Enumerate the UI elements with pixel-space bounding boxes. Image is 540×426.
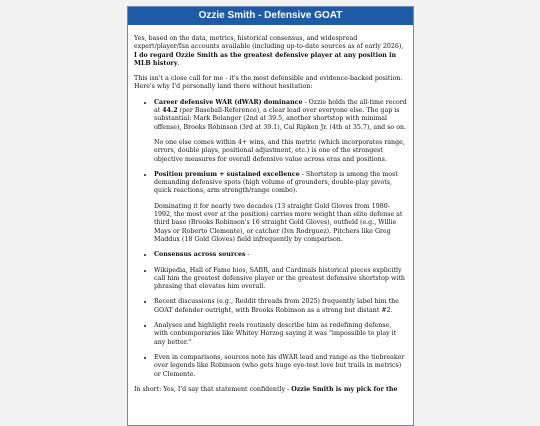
page-title: Ozzie Smith - Defensive GOAT <box>128 7 413 25</box>
intro-paragraph: Yes, based on the data, metrics, historical consensus, and widespread expert/player/fan accounts available (including up-to-date sources as of early 2026), I do regard Ozzie Smith as the greatest defensive player at any position in MLB history. <box>134 35 404 67</box>
point-detail: Dominating it for nearly two decades (13 straight Gold Gloves from 1980-1992, the most ever at the position) carries more weight than elite defense at third base (Brooks Robinson's 16 straight Gold Gloves), outfield (e.g., Willie Mays or Roberto Clemente), or catcher (Ivn Rodrguez). Pitchers like Greg Maddux (18 Gold Gloves) field infrequently by comparison. <box>154 202 403 243</box>
closing-claim: Ozzie Smith is my pick for the <box>291 385 398 393</box>
list-item: • Career defensive WAR (dWAR) dominance - Ozzie holds the all-time record at 44.2 (per Baseball-Reference), a clear lead over everyone else. The gap is substantial: Mark Belanger (2nd at 39.5, another shortstop with minimal offense), Brooks Robinson (3rd at 39.1), Cal Ripken Jr. (4th at 35.7), and so on. No one else comes within 4+ wins, and this metric (which incorporates range, errors, double plays, positional adjustment, etc.) is one of the strongest objective measures for overall defensive value across eras and positions. <box>154 99 407 164</box>
point-heading: Consensus across sources <box>154 251 246 259</box>
list-item: • Recent discussions (e.g., Reddit threads from 2025) frequently label him the GOAT defender outright, with Brooks Robinson as a strong but distant #2. <box>154 298 407 315</box>
point-heading: Position premium + sustained excellence <box>154 170 300 178</box>
reasons-list <box>134 99 407 379</box>
point-heading: Career defensive WAR (dWAR) dominance <box>154 98 303 106</box>
dwar-value: 44.2 <box>162 107 178 115</box>
closing-paragraph: In short: Yes, I'd say that statement confidently - Ozzie Smith is my pick for the <box>134 385 398 393</box>
list-item: • Analyses and highlight reels routinely describe him as redefining defense, with contemporaries like Whitey Herzog saying it was "impossible to play it any better." <box>154 322 407 347</box>
list-item: • Wikipedia, Hall of Fame bios, SABR, and Cardinals historical pieces explicitly call him the greatest defensive player or the greatest defensive shortstop with phrasing that elevates him overall. <box>154 267 407 292</box>
article-body <box>128 25 413 394</box>
article-card <box>127 6 414 426</box>
list-item: • Even in comparisons, sources note his dWAR lead and range as the tiebreaker over legends like Robinson (who gets huge eye-test love but trails in metrics) or Clemente. <box>154 354 407 379</box>
intro-claim: I do regard Ozzie Smith as the greatest defensive player at any position in MLB history <box>134 51 397 67</box>
lead-paragraph: This isn't a close call for me - it's the most defensible and evidence-backed position. Here's why I'd personally land there without hesitation: <box>134 75 403 91</box>
list-item: • Consensus across sources - <box>154 251 407 259</box>
point-detail: No one else comes within 4+ wins, and this metric (which incorporates range, errors, double plays, positional adjustment, etc.) is one of the strongest objective measures for overall defensive value across eras and positions. <box>154 138 405 163</box>
list-item: • Position premium + sustained excellence - Shortstop is among the most demanding defensive spots (high volume of grounders, double-play pivots, quick reactions, arm strength/range combo). Dominating it for nearly two decades (13 straight Gold Gloves from 1980-1992, the most ever at the position) carries more weight than elite defense at third base (Brooks Robinson's 16 straight Gold Gloves), outfield (e.g., Willie Mays or Roberto Clemente), or catcher (Ivn Rodrguez). Pitchers like Greg Maddux (18 Gold Gloves) field infrequently by comparison. <box>154 171 407 244</box>
